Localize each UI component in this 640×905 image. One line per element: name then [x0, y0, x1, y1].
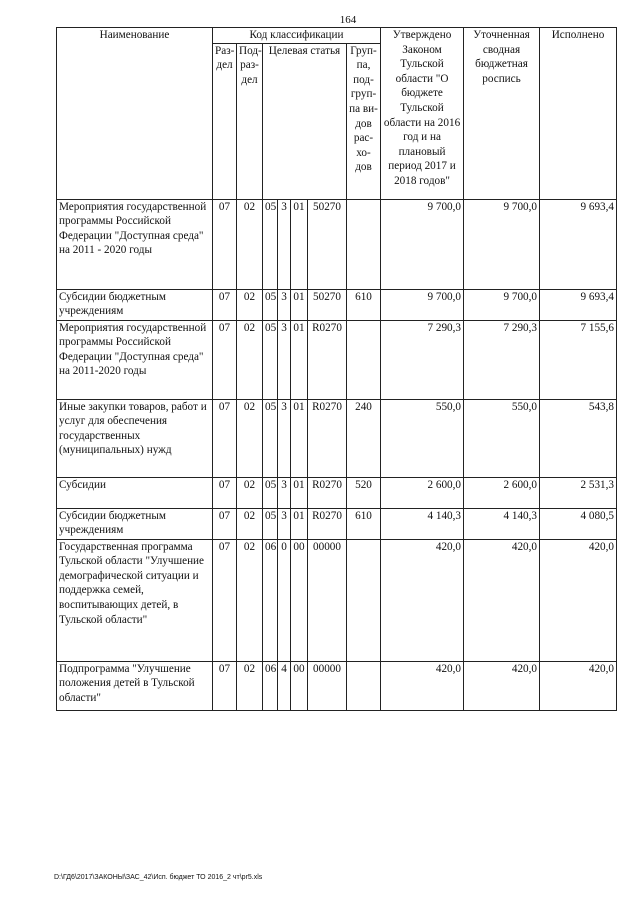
row-target-4: 50270 — [308, 199, 347, 289]
row-target-1: 05 — [263, 289, 278, 320]
row-approved: 420,0 — [381, 661, 464, 710]
row-name: Субсидии — [57, 477, 213, 508]
header-executed: Исполнено — [540, 28, 617, 200]
row-target-3: 01 — [291, 199, 308, 289]
row-refined: 420,0 — [464, 661, 540, 710]
row-podrazdel: 02 — [237, 539, 263, 661]
row-executed: 9 693,4 — [540, 199, 617, 289]
row-target-2: 3 — [278, 289, 291, 320]
row-group — [347, 539, 381, 661]
row-executed: 9 693,4 — [540, 289, 617, 320]
row-group — [347, 320, 381, 399]
row-refined: 550,0 — [464, 399, 540, 477]
row-target-3: 01 — [291, 289, 308, 320]
row-approved: 9 700,0 — [381, 289, 464, 320]
row-target-4: R0270 — [308, 320, 347, 399]
row-target-2: 3 — [278, 477, 291, 508]
row-name: Субсидии бюджетным учреждениям — [57, 289, 213, 320]
row-target-4: R0270 — [308, 477, 347, 508]
row-podrazdel: 02 — [237, 399, 263, 477]
row-target-1: 05 — [263, 399, 278, 477]
row-name: Мероприятия государственной программы Российской Федерации "Доступная среда" на 2011-2020 годы — [57, 320, 213, 399]
row-executed: 7 155,6 — [540, 320, 617, 399]
row-razdel: 07 — [213, 539, 237, 661]
header-group: Груп-па, под-груп-па ви-дов рас-хо-дов — [347, 43, 381, 199]
header-razdel: Раз-дел — [213, 43, 237, 199]
row-executed: 2 531,3 — [540, 477, 617, 508]
row-podrazdel: 02 — [237, 477, 263, 508]
row-razdel: 07 — [213, 508, 237, 539]
row-target-1: 05 — [263, 477, 278, 508]
row-razdel: 07 — [213, 399, 237, 477]
row-razdel: 07 — [213, 477, 237, 508]
row-group — [347, 661, 381, 710]
row-target-3: 01 — [291, 477, 308, 508]
row-target-3: 01 — [291, 508, 308, 539]
row-refined: 2 600,0 — [464, 477, 540, 508]
row-refined: 9 700,0 — [464, 289, 540, 320]
row-group: 240 — [347, 399, 381, 477]
header-refined: Уточненная сводная бюджетная роспись — [464, 28, 540, 200]
row-target-4: 50270 — [308, 289, 347, 320]
table-row — [57, 199, 617, 289]
row-name: Государственная программа Тульской области "Улучшение демографической ситуации и поддержка семей, воспитывающих детей, в Тульской области" — [57, 539, 213, 661]
row-refined: 7 290,3 — [464, 320, 540, 399]
row-group: 610 — [347, 289, 381, 320]
table-row — [57, 508, 617, 539]
row-razdel: 07 — [213, 199, 237, 289]
row-podrazdel: 02 — [237, 508, 263, 539]
table-row — [57, 399, 617, 477]
row-target-1: 06 — [263, 661, 278, 710]
table-row — [57, 289, 617, 320]
row-group — [347, 199, 381, 289]
file-path-footer: D:\ГД6\2017\ЗАКОНЫ\ЗАС_42\Исп. бюджет ТО 2016_2 чт\pr5.xls — [54, 874, 263, 881]
row-target-1: 06 — [263, 539, 278, 661]
table-row — [57, 477, 617, 508]
row-approved: 2 600,0 — [381, 477, 464, 508]
row-executed: 420,0 — [540, 539, 617, 661]
row-target-1: 05 — [263, 320, 278, 399]
row-target-4: 00000 — [308, 539, 347, 661]
row-executed: 420,0 — [540, 661, 617, 710]
table-row — [57, 320, 617, 399]
table-row — [57, 661, 617, 710]
row-target-3: 01 — [291, 399, 308, 477]
row-group: 520 — [347, 477, 381, 508]
row-approved: 550,0 — [381, 399, 464, 477]
row-refined: 9 700,0 — [464, 199, 540, 289]
budget-table — [56, 27, 617, 711]
row-refined: 4 140,3 — [464, 508, 540, 539]
header-podrazdel: Под-раз-дел — [237, 43, 263, 199]
row-podrazdel: 02 — [237, 661, 263, 710]
row-podrazdel: 02 — [237, 320, 263, 399]
row-target-2: 0 — [278, 539, 291, 661]
row-name: Иные закупки товаров, работ и услуг для обеспечения государственных (муниципальных) нужд — [57, 399, 213, 477]
row-razdel: 07 — [213, 661, 237, 710]
row-group: 610 — [347, 508, 381, 539]
row-executed: 4 080,5 — [540, 508, 617, 539]
row-target-1: 05 — [263, 508, 278, 539]
row-approved: 9 700,0 — [381, 199, 464, 289]
header-code: Код классификации — [213, 28, 381, 44]
row-target-2: 4 — [278, 661, 291, 710]
row-target-2: 3 — [278, 199, 291, 289]
row-target-3: 00 — [291, 539, 308, 661]
row-name: Субсидии бюджетным учреждениям — [57, 508, 213, 539]
row-podrazdel: 02 — [237, 289, 263, 320]
table-row — [57, 539, 617, 661]
row-razdel: 07 — [213, 320, 237, 399]
row-target-2: 3 — [278, 399, 291, 477]
row-approved: 420,0 — [381, 539, 464, 661]
row-executed: 543,8 — [540, 399, 617, 477]
row-target-3: 01 — [291, 320, 308, 399]
row-target-3: 00 — [291, 661, 308, 710]
row-target-4: R0270 — [308, 508, 347, 539]
row-name: Подпрограмма "Улучшение положения детей в Тульской области" — [57, 661, 213, 710]
row-approved: 7 290,3 — [381, 320, 464, 399]
row-name: Мероприятия государственной программы Российской Федерации "Доступная среда" на 2011 - 2020 годы — [57, 199, 213, 289]
row-target-1: 05 — [263, 199, 278, 289]
row-refined: 420,0 — [464, 539, 540, 661]
row-target-4: 00000 — [308, 661, 347, 710]
row-approved: 4 140,3 — [381, 508, 464, 539]
header-approved: Утверждено Законом Тульской области "О бюджете Тульской области на 2016 год и на плановый период 2017 и 2018 годов" — [381, 28, 464, 200]
row-target-2: 3 — [278, 508, 291, 539]
row-razdel: 07 — [213, 289, 237, 320]
row-podrazdel: 02 — [237, 199, 263, 289]
row-target-2: 3 — [278, 320, 291, 399]
header-target: Целевая статья — [263, 43, 347, 199]
header-name: Наименование — [57, 28, 213, 200]
row-target-4: R0270 — [308, 399, 347, 477]
page-number: 164 — [339, 14, 357, 26]
